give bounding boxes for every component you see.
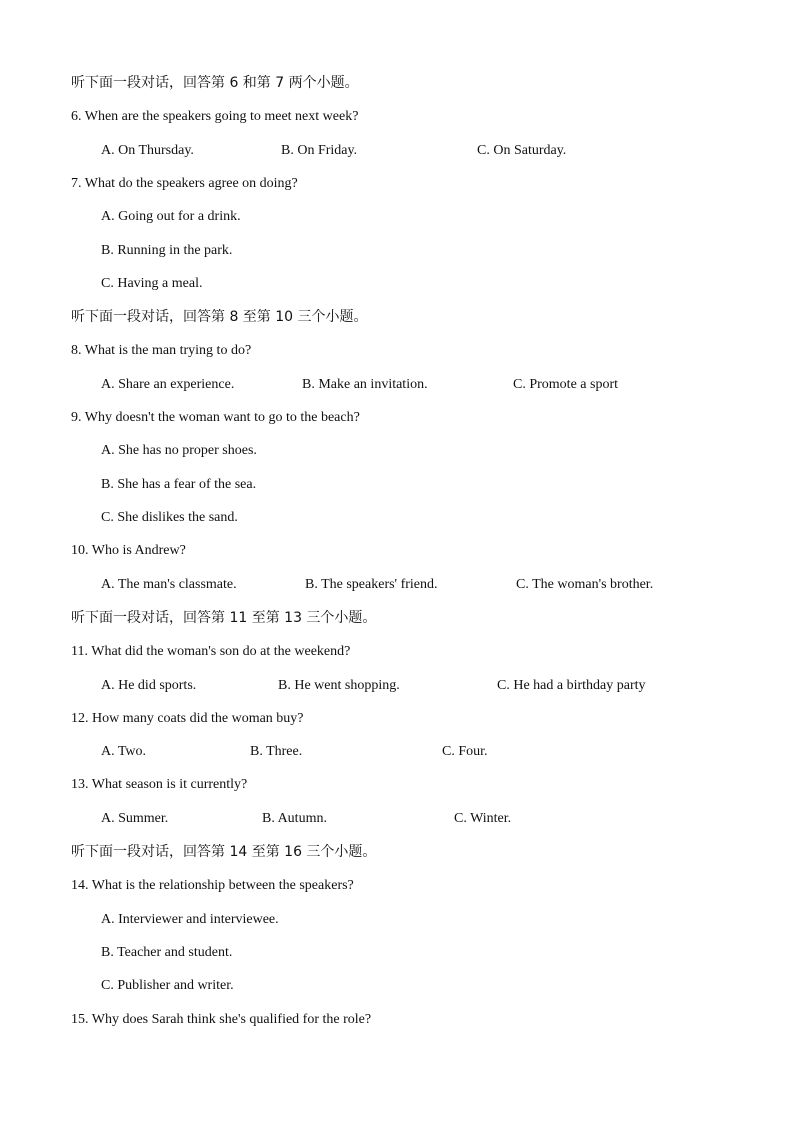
answer-option: C. On Saturday. <box>477 143 567 158</box>
question-text: 12. How many coats did the woman buy? <box>71 711 304 726</box>
section-instruction: 听下面一段对话，回答第 14 至第 16 三个小题。 <box>71 844 377 860</box>
answer-option: C. Winter. <box>454 811 512 826</box>
answer-options-row <box>0 810 793 828</box>
answer-options-row <box>0 677 793 695</box>
answer-option: B. He went shopping. <box>278 678 400 693</box>
answer-option: B. Teacher and student. <box>101 945 233 960</box>
answer-option: A. Interviewer and interviewee. <box>101 912 279 927</box>
question-text: 10. Who is Andrew? <box>71 543 186 558</box>
question-text: 11. What did the woman's son do at the weekend? <box>71 644 351 659</box>
question-text: 8. What is the man trying to do? <box>71 343 252 358</box>
answer-option: B. Make an invitation. <box>302 377 428 392</box>
answer-option: C. Publisher and writer. <box>101 978 234 993</box>
section-instruction: 听下面一段对话，回答第 8 至第 10 三个小题。 <box>71 309 368 325</box>
answer-options-row <box>0 142 793 160</box>
answer-option: C. She dislikes the sand. <box>101 510 238 525</box>
answer-option: A. Going out for a drink. <box>101 209 241 224</box>
question-text: 13. What season is it currently? <box>71 777 248 792</box>
answer-option: A. He did sports. <box>101 678 197 693</box>
answer-option: A. The man's classmate. <box>101 577 237 592</box>
answer-option: C. Promote a sport <box>513 377 618 392</box>
answer-option: A. She has no proper shoes. <box>101 443 257 458</box>
answer-option: A. Share an experience. <box>101 377 235 392</box>
answer-options-row <box>0 743 793 761</box>
answer-option: C. Four. <box>442 744 488 759</box>
answer-option: C. The woman's brother. <box>516 577 654 592</box>
answer-option: A. Two. <box>101 744 147 759</box>
answer-option: B. Running in the park. <box>101 243 233 258</box>
question-text: 14. What is the relationship between the speakers? <box>71 878 354 893</box>
answer-options-row <box>0 576 793 594</box>
question-text: 15. Why does Sarah think she's qualified for the role? <box>71 1012 372 1027</box>
answer-option: C. He had a birthday party <box>497 678 646 693</box>
answer-option: B. The speakers' friend. <box>305 577 438 592</box>
answer-option: A. On Thursday. <box>101 143 194 158</box>
section-instruction: 听下面一段对话，回答第 11 至第 13 三个小题。 <box>71 610 377 626</box>
answer-option: B. Autumn. <box>262 811 327 826</box>
answer-option: C. Having a meal. <box>101 276 203 291</box>
question-text: 6. When are the speakers going to meet next week? <box>71 109 359 124</box>
answer-option: B. She has a fear of the sea. <box>101 477 257 492</box>
answer-option: B. Three. <box>250 744 303 759</box>
answer-options-row <box>0 376 793 394</box>
answer-option: A. Summer. <box>101 811 169 826</box>
question-text: 7. What do the speakers agree on doing? <box>71 176 298 191</box>
question-text: 9. Why doesn't the woman want to go to the beach? <box>71 410 360 425</box>
section-instruction: 听下面一段对话，回答第 6 和第 7 两个小题。 <box>71 75 359 91</box>
answer-option: B. On Friday. <box>281 143 358 158</box>
